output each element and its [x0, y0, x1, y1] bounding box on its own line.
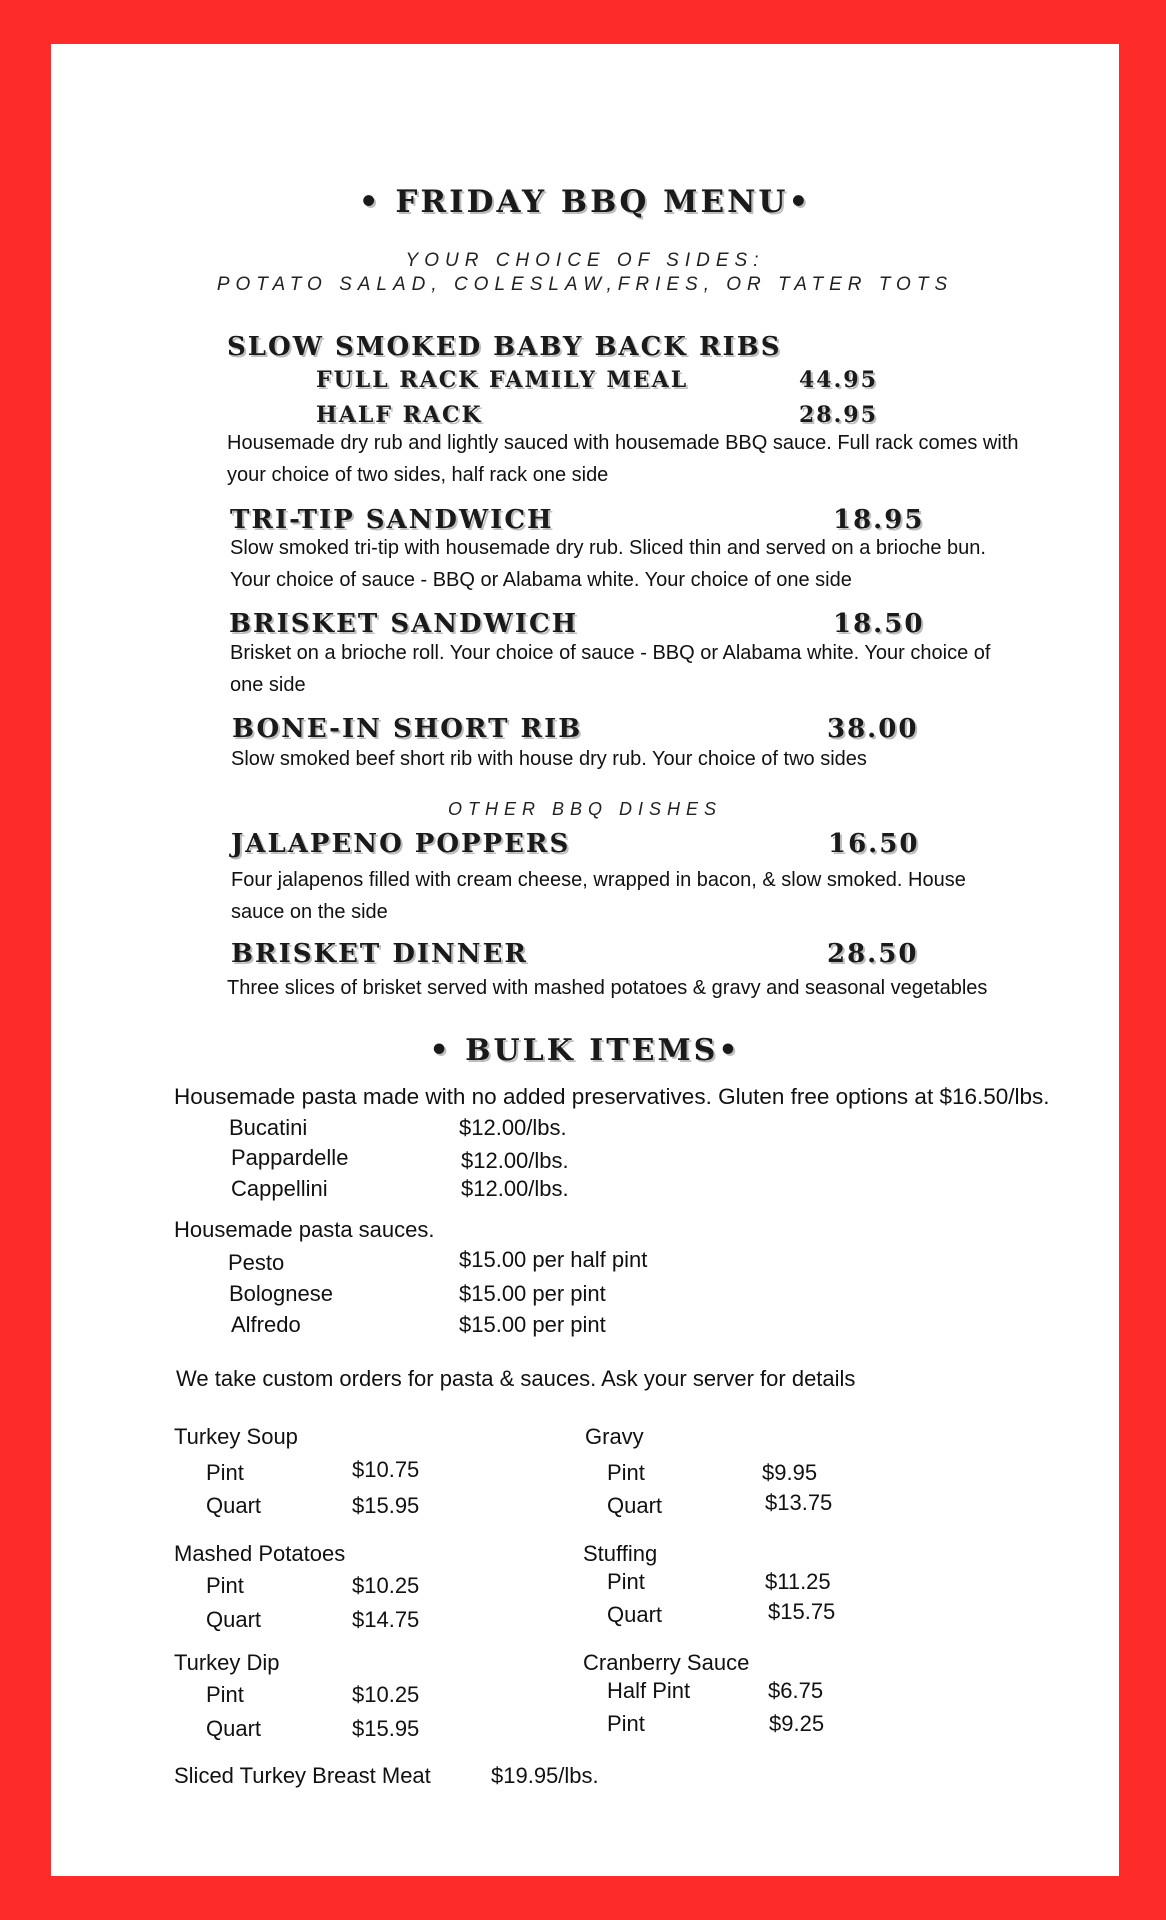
- pasta-price: $12.00/lbs.: [461, 1176, 569, 1201]
- ribs-full-price: 44.95: [799, 367, 878, 393]
- sauce-price: $15.00 per pint: [459, 1312, 606, 1337]
- brisket-sandwich-description: Brisket on a brioche roll. Your choice of sauce - BBQ or Alabama white. Your choice of one side: [230, 642, 991, 696]
- ribs-full-label: FULL RACK FAMILY MEAL: [316, 367, 689, 393]
- ribs-half-label: HALF RACK: [316, 402, 483, 428]
- pasta-price: $12.00/lbs.: [461, 1148, 569, 1173]
- bulk-price: $15.75: [768, 1599, 836, 1624]
- sauces-intro: Housemade pasta sauces.: [174, 1217, 435, 1242]
- poppers-description: Four jalapenos filled with cream cheese, wrapped in bacon, & slow smoked. House sauce on the side: [231, 869, 966, 923]
- bulk-size: Quart: [607, 1602, 663, 1627]
- bulk-size: Pint: [206, 1573, 244, 1598]
- bulk-group-name: Stuffing: [583, 1541, 658, 1566]
- short-rib-name: BONE-IN SHORT RIB: [232, 714, 583, 744]
- bulk-price: $15.95: [352, 1716, 420, 1741]
- pasta-name: Pappardelle: [231, 1145, 349, 1170]
- turkey-breast-name: Sliced Turkey Breast Meat: [174, 1763, 431, 1788]
- bulk-size: Pint: [206, 1682, 244, 1707]
- tri-tip-price: 18.95: [833, 505, 925, 535]
- bulk-size: Quart: [206, 1493, 262, 1518]
- sauce-price: $15.00 per half pint: [459, 1247, 648, 1272]
- bulk-price: $10.25: [352, 1682, 420, 1707]
- sauce-name: Bolognese: [229, 1281, 333, 1306]
- bulk-group-name: Gravy: [585, 1424, 644, 1449]
- menu-sheet: [51, 44, 1119, 1876]
- menu-title: • FRIDAY BBQ MENU•: [358, 184, 812, 220]
- brisket-dinner-name: BRISKET DINNER: [231, 939, 529, 969]
- ribs-name: SLOW SMOKED BABY BACK RIBS: [227, 332, 782, 362]
- turkey-breast-price: $19.95/lbs.: [491, 1763, 599, 1788]
- brisket-dinner-price: 28.50: [827, 939, 919, 969]
- sauce-price: $15.00 per pint: [459, 1281, 606, 1306]
- brisket-sandwich-name: BRISKET SANDWICH: [229, 609, 579, 639]
- brisket-sandwich-price: 18.50: [833, 609, 925, 639]
- bulk-price: $15.95: [352, 1493, 420, 1518]
- bulk-price: $13.75: [765, 1490, 833, 1515]
- pasta-intro: Housemade pasta made with no added preservatives. Gluten free options at $16.50/lbs.: [174, 1084, 1050, 1109]
- bulk-price: $11.25: [765, 1569, 831, 1594]
- bulk-price: $6.75: [768, 1678, 824, 1703]
- bulk-price: $14.75: [352, 1607, 420, 1632]
- pasta-name: Cappellini: [231, 1176, 328, 1201]
- ribs-half-price: 28.95: [799, 402, 878, 428]
- pasta-price: $12.00/lbs.: [459, 1115, 567, 1140]
- bulk-size: Quart: [206, 1716, 262, 1741]
- bulk-group-name: Turkey Soup: [174, 1424, 298, 1449]
- ribs-description: Housemade dry rub and lightly sauced with housemade BBQ sauce. Full rack comes with your choice of two sides, half rack one side: [227, 432, 1019, 486]
- bulk-title: • BULK ITEMS•: [429, 1033, 741, 1068]
- sauce-name: Alfredo: [231, 1312, 301, 1337]
- bulk-size: Pint: [607, 1569, 645, 1594]
- bulk-size: Pint: [607, 1460, 645, 1485]
- bulk-price: $10.25: [352, 1573, 420, 1598]
- bulk-price: $10.75: [352, 1457, 420, 1482]
- bulk-size: Pint: [206, 1460, 244, 1485]
- sauce-name: Pesto: [228, 1250, 285, 1275]
- poppers-name: JALAPENO POPPERS: [231, 829, 571, 859]
- poppers-price: 16.50: [828, 829, 920, 859]
- bulk-size: Pint: [607, 1711, 645, 1736]
- bulk-size: Quart: [206, 1607, 262, 1632]
- short-rib-price: 38.00: [827, 714, 919, 744]
- sides-options: POTATO SALAD, COLESLAW,FRIES, OR TATER TOTS: [216, 274, 954, 295]
- bulk-size: Half Pint: [607, 1678, 691, 1703]
- pasta-name: Bucatini: [229, 1115, 308, 1140]
- sides-heading: YOUR CHOICE OF SIDES:: [405, 250, 765, 271]
- bulk-group-name: Mashed Potatoes: [174, 1541, 346, 1566]
- bulk-price: $9.95: [762, 1460, 818, 1485]
- custom-order-note: We take custom orders for pasta & sauces. Ask your server for details: [176, 1366, 856, 1391]
- short-rib-description: Slow smoked beef short rib with house dry rub. Your choice of two sides: [231, 748, 867, 770]
- other-dishes-heading: OTHER BBQ DISHES: [447, 799, 723, 819]
- bulk-group-name: Turkey Dip: [174, 1650, 280, 1675]
- bulk-size: Quart: [607, 1493, 663, 1518]
- tri-tip-name: TRI-TIP SANDWICH: [230, 505, 554, 535]
- bulk-price: $9.25: [769, 1711, 825, 1736]
- brisket-dinner-description: Three slices of brisket served with mashed potatoes & gravy and seasonal vegetables: [227, 977, 988, 999]
- bulk-group-name: Cranberry Sauce: [583, 1650, 750, 1675]
- tri-tip-description: Slow smoked tri-tip with housemade dry rub. Sliced thin and served on a brioche bun. Your choice of sauce - BBQ or Alabama white. Your choice of one side: [230, 537, 986, 591]
